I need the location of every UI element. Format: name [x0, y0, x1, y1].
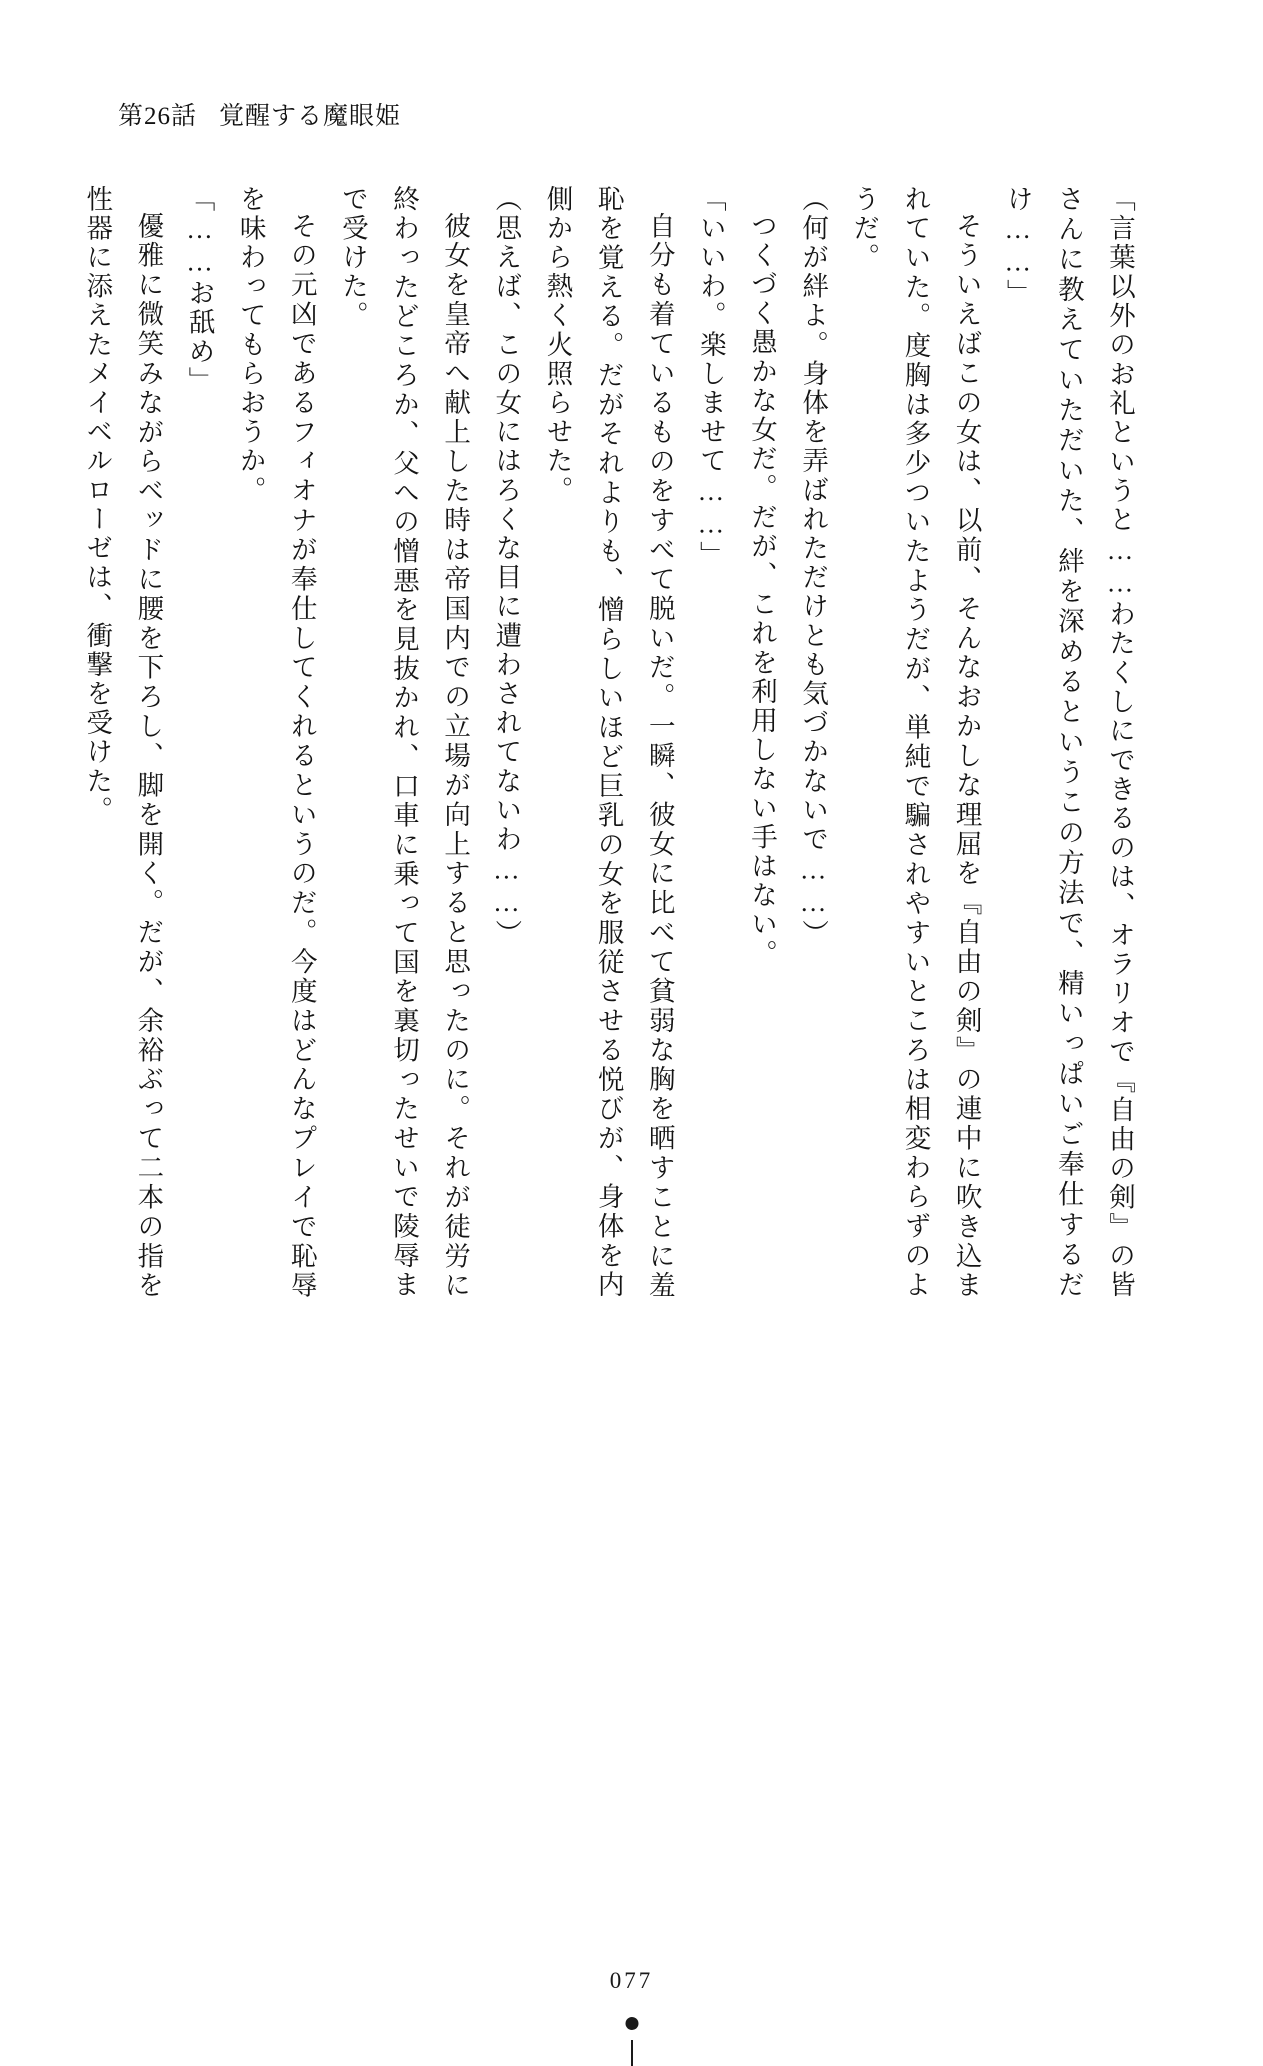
paragraph: （何が絆よ。身体を弄ばれただけとも気づかないで……） — [798, 185, 829, 949]
paragraph: つくづく愚かな女だ。だが、これを利用しない手はない。 — [747, 211, 778, 969]
chapter-number: 第26話 — [118, 103, 198, 130]
chapter-title: 覚醒する魔眼姫 — [219, 103, 402, 130]
paragraph: 「いいわ。楽しませて……」 — [695, 185, 726, 571]
paragraph: 「言葉以外のお礼というと……わたくしにできるのは、オラリオで『自由の剣』の皆さんに教えていただいた、絆を深めるというこの方法で、精いっぱいご奉仕するだけ……」 — [1002, 185, 1135, 1300]
binding-line-mark — [631, 2040, 633, 2066]
paragraph: そういえばこの女は、以前、そんなおかしな理屈を『自由の剣』の連中に吹き込まれていた。度胸は多少ついたようだが、単純で騙されやすいところは相変わらずのようだ。 — [849, 185, 982, 1300]
paragraph: 彼女を皇帝へ献上した時は帝国内での立場が向上すると思ったのに。それが徒労に終わったどころか、父への憎悪を見抜かれ、口車に乗って国を裏切ったせいで陵辱まで受けた。 — [337, 185, 471, 1300]
page-number: 077 — [609, 1968, 654, 1993]
paragraph: （思えば、この女にはろくな目に遭わされてないわ……） — [491, 185, 522, 949]
paragraph: 自分も着ているものをすべて脱いだ。一瞬、彼女に比べて貧弱な胸を晒すことに羞恥を覚える。だがそれよりも、憎らしいほど巨乳の女を服従させる悦びが、身体を内側から熱く火照らせた。 — [542, 185, 675, 1300]
paragraph: その元凶であるフィオナが奉仕してくれるというのだ。今度はどんなプレイで恥辱を味わってもらおうか。 — [235, 185, 317, 1300]
page-body-text — [82, 185, 1145, 1300]
binding-dot-mark — [625, 2017, 638, 2030]
running-head — [118, 96, 401, 132]
paragraph: 「……お舐め」 — [184, 185, 215, 396]
paragraph: 優雅に微笑みながらベッドに腰を下ろし、脚を開く。だが、余裕ぶって二本の指を性器に添えたメイベルローゼは、衝撃を受けた。 — [82, 185, 164, 1300]
